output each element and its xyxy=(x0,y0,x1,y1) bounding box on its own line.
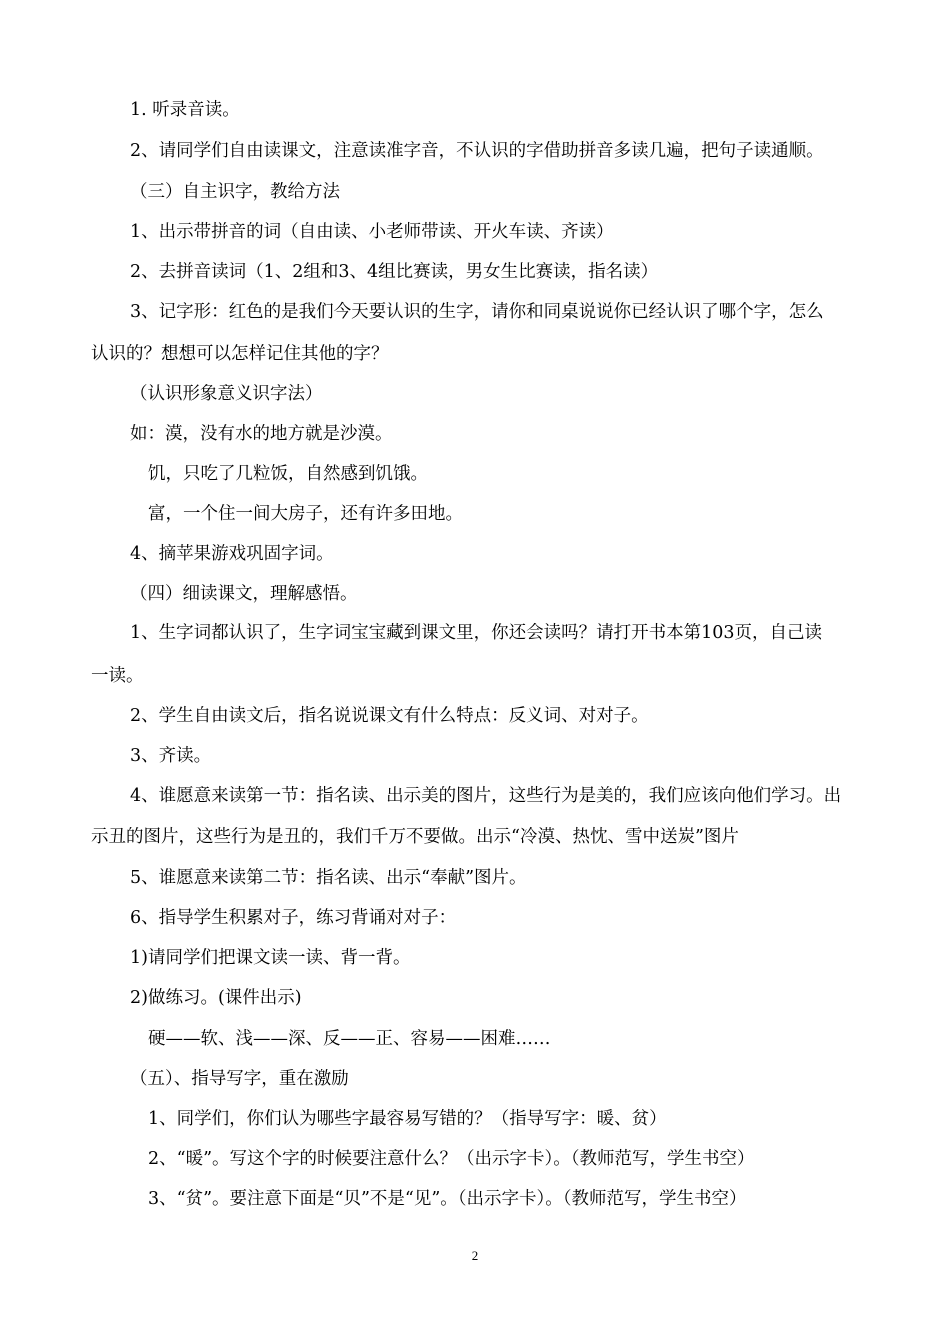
text-line: （认识形象意义识字法） xyxy=(130,384,323,404)
text-line: 2、学生自由读文后，指名说说课文有什么特点：反义词、对对子。 xyxy=(130,706,649,726)
text-line: 2、“暖”。写这个字的时候要注意什么？（出示字卡）。（教师范写，学生书空） xyxy=(148,1149,755,1169)
text-line: 一读。 xyxy=(91,666,144,686)
text-line: 4、谁愿意来读第一节：指名读、出示美的图片，这些行为是美的，我们应该向他们学习。出 xyxy=(130,786,842,806)
text-line: 3、齐读。 xyxy=(130,746,212,766)
text-line: 6、指导学生积累对子，练习背诵对对子： xyxy=(130,908,457,928)
text-line: 如：漠，没有水的地方就是沙漠。 xyxy=(130,424,393,444)
text-line: 3、“贫”。要注意下面是“贝”不是“见”。（出示字卡）。（教师范写，学生书空） xyxy=(148,1189,747,1209)
text-line: 示丑的图片，这些行为是丑的，我们千万不要做。出示“冷漠、热忱、雪中送炭”图片 xyxy=(91,827,739,847)
text-line: 饥，只吃了几粒饭，自然感到饥饿。 xyxy=(148,464,428,484)
text-line: 1、出示带拼音的词（自由读、小老师带读、开火车读、齐读） xyxy=(130,222,614,242)
text-line: 硬——软、浅——深、反——正、容易——困难…… xyxy=(148,1029,551,1049)
text-line: （三）自主识字，教给方法 xyxy=(130,182,340,202)
text-line: （五）、指导写字，重在激励 xyxy=(130,1069,349,1089)
text-line: 1. 听录音读。 xyxy=(130,100,240,120)
text-line: 富，一个住一间大房子，还有许多田地。 xyxy=(148,504,463,524)
text-line: 1、生字词都认识了，生字词宝宝藏到课文里，你还会读吗？请打开书本第103页，自己读 xyxy=(130,623,823,643)
text-line: 2)做练习。(课件出示) xyxy=(130,988,302,1008)
text-line: 1、同学们，你们认为哪些字最容易写错的？（指导写字：暖、贫） xyxy=(148,1109,667,1129)
page-number: 2 xyxy=(471,1248,479,1263)
text-line: 认识的？想想可以怎样记住其他的字？ xyxy=(91,344,389,364)
text-line: 2、去拼音读词（1、2组和3、4组比赛读，男女生比赛读，指名读） xyxy=(130,262,659,282)
text-line: 5、谁愿意来读第二节：指名读、出示“奉献”图片。 xyxy=(130,868,527,888)
text-line: 1)请同学们把课文读一读、背一背。 xyxy=(130,948,411,968)
text-line: 4、摘苹果游戏巩固字词。 xyxy=(130,544,334,564)
text-line: 2、请同学们自由读课文，注意读准字音，不认识的字借助拼音多读几遍，把句子读通顺。 xyxy=(130,141,824,161)
text-line: （四）细读课文，理解感悟。 xyxy=(130,584,358,604)
text-line: 3、记字形：红色的是我们今天要认识的生字，请你和同桌说说你已经认识了哪个字，怎么 xyxy=(130,302,824,322)
